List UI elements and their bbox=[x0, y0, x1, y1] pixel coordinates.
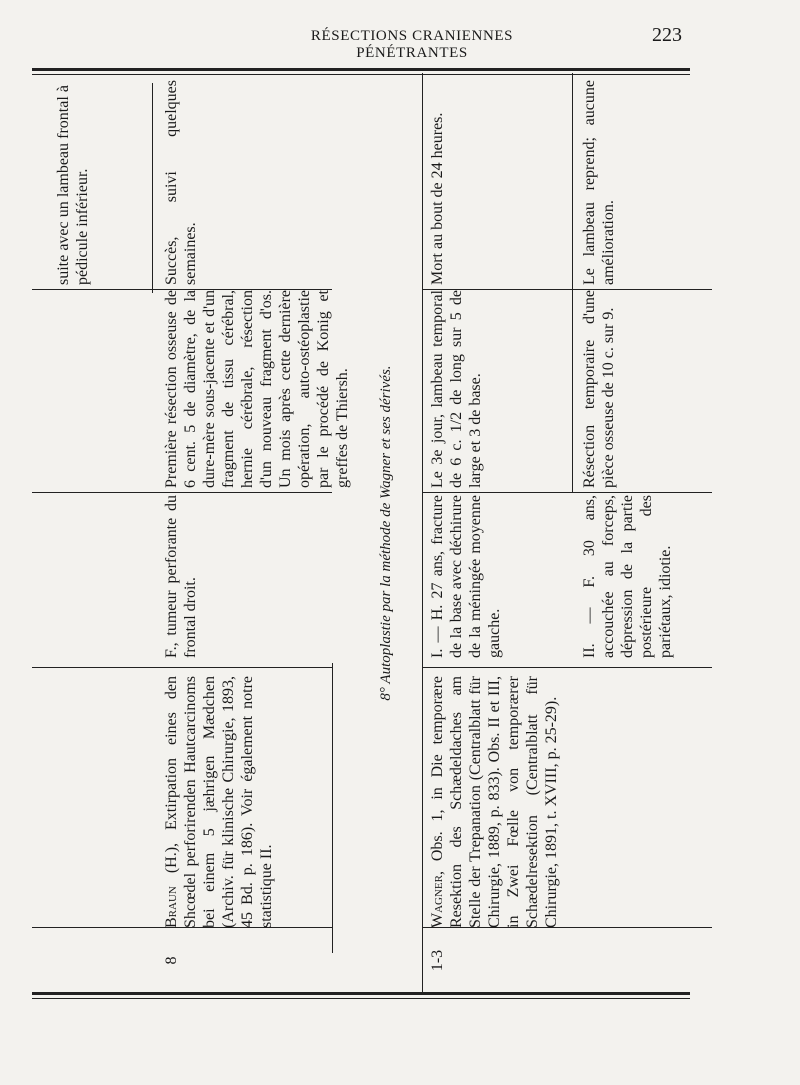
source-text: , Obs. 1, in Die temporære Resektion des Schædeldaches am Stelle der Trepanation (Centralblatt für Chirurgie, 1889, p. 833). Obs. II et III, in Zwei Fœlle von temporærer Schædelresektion (Centralblatt für Chirurgie, 1891, t. XVIII, p. 25-29). bbox=[429, 676, 560, 928]
row-divider bbox=[422, 73, 423, 993]
row-number bbox=[428, 928, 447, 993]
source-text: , Extirpation eines den Shcœdel perforirenden Hautcarcinoms bei einem 5 jæhrigen Mædchen (Archiv. für klinische Chirurgie, 1893, 45 Bd. p. 186). Voir également notre statistique II. bbox=[163, 676, 275, 928]
table-bottom-rule-inner bbox=[32, 998, 690, 999]
case-cell: F., tumeur perforante du frontal droit. bbox=[163, 495, 199, 658]
continued-operation-cell: suite avec un lambeau frontal à pédicule inférieur. bbox=[55, 85, 91, 285]
rotated-table bbox=[32, 73, 707, 993]
operation-cell: Résection temporaire d'une pièce osseuse de 10 c. sur 9. bbox=[581, 290, 617, 488]
row-number-label: 8 bbox=[163, 956, 180, 965]
column-divider bbox=[32, 492, 332, 493]
author-name: Braun (H.) bbox=[163, 846, 180, 928]
case-cell: I. — H. 27 ans, fracture de la base avec déchirure de la méningée moyenne gauche. bbox=[429, 495, 503, 658]
row-divider bbox=[572, 73, 573, 493]
operation-cell: Première résection osseuse de 6 cent. 5 de diamètre, de la dure-mère sous-jacente et d'un fragment de tissu cérébral, hernie cérébrale, résection d'un nouveau fragment d'os. Un mois après cette dernière opération, auto-ostéoplastie par le procédé de Konig et greffes de Thiersh. bbox=[163, 290, 351, 488]
column-divider bbox=[422, 492, 712, 493]
result-cell: Succès, suivi quelques semaines. bbox=[163, 80, 199, 285]
table-top-rule-outer bbox=[32, 68, 690, 71]
column-divider bbox=[32, 667, 332, 668]
column-divider bbox=[422, 667, 712, 668]
result-cell: Mort au bout de 24 heures. bbox=[429, 112, 446, 285]
row-divider bbox=[332, 663, 333, 953]
case-cell: II. — F. 30 ans, accouchée au forceps, dépression de la partie postérieure des pariétaux, idiotie. bbox=[581, 495, 674, 658]
result-cell: Le lambeau reprend; aucune amélioration. bbox=[581, 80, 617, 285]
section-heading: 8° Autoplastie par la méthode de Wagner et ses dérivés. bbox=[378, 365, 394, 701]
row-number-label: 1-3 bbox=[429, 949, 446, 972]
author-name: Wagner bbox=[429, 875, 446, 928]
running-title: RÉSECTIONS CRANIENNES PÉNÉTRANTES bbox=[310, 28, 514, 61]
row-number bbox=[162, 928, 181, 993]
source-cell bbox=[428, 676, 561, 928]
operation-cell: Le 3e jour, lambeau temporal de 6 c. 1/2 de long sur 5 de large et 3 de base. bbox=[429, 290, 484, 488]
source-cell bbox=[162, 676, 276, 928]
page-number: 223 bbox=[652, 24, 682, 46]
row-divider bbox=[152, 83, 153, 293]
